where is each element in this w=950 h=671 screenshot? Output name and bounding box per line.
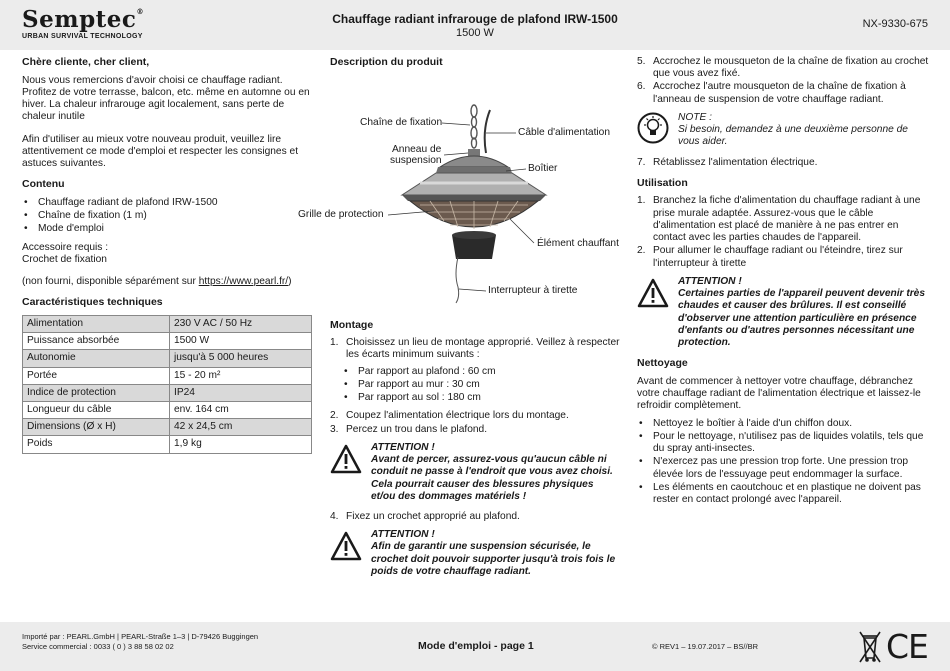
column-middle bbox=[298, 56, 620, 586]
list-item: • Chauffage radiant de plafond IRW-1500 bbox=[22, 197, 312, 209]
warning-text: Afin de garantir une suspension sécurisée, le crochet doit pouvoir supporter jusqu'à trois fois le poids de votre chauffage radiant. bbox=[371, 541, 616, 577]
table-row: Autonomie jusqu'à 5 000 heures bbox=[23, 350, 312, 367]
column-right bbox=[637, 56, 929, 512]
usage-steps bbox=[637, 195, 929, 269]
list-item: 5. Accrochez le mousqueton de la chaîne de fixation au crochet que vous avez fixé. bbox=[637, 56, 929, 80]
warning-icon bbox=[637, 278, 669, 308]
list-item: 6. Accrochez l'autre mousqueton de la chaîne de fixation à l'anneau de suspension de votre chauffage radiant. bbox=[637, 81, 906, 105]
label-element: Élément chauffant bbox=[537, 237, 619, 249]
cleaning-intro: Avant de commencer à nettoyer votre chauffage, débranchez votre chauffage radiant de l'alimentation électrique et laissez-le refroidir complètement. bbox=[637, 375, 921, 412]
accessory-note: (non fourni, disponible séparément sur https://www.pearl.fr/) bbox=[22, 276, 292, 287]
accessory-item: Crochet de fixation bbox=[22, 253, 107, 265]
mounting-steps-cont bbox=[330, 410, 620, 435]
specs-heading: Caractéristiques techniques bbox=[22, 296, 163, 309]
warning-icon bbox=[330, 444, 362, 474]
list-item: • Par rapport au plafond : 60 cm bbox=[342, 366, 620, 378]
list-item: 1. Choisissez un lieu de montage approprié. Veillez à respecter les écarts minimum suivants : bbox=[330, 337, 620, 361]
warning-title: ATTENTION ! bbox=[678, 275, 742, 287]
mounting-steps-cont4 bbox=[637, 157, 929, 169]
heater-illustration bbox=[330, 75, 620, 307]
list-item: • Par rapport au mur : 30 cm bbox=[342, 379, 620, 391]
specs-table bbox=[22, 315, 312, 454]
label-cable: Câble d'alimentation bbox=[518, 126, 610, 138]
page-footer bbox=[0, 622, 950, 671]
list-item: • Chaîne de fixation (1 m) bbox=[22, 210, 312, 222]
mounting-steps bbox=[330, 337, 620, 361]
list-item: 3. Percez un trou dans le plafond. bbox=[330, 423, 488, 435]
product-reference: NX-9330-675 bbox=[862, 18, 928, 30]
label-housing: Boîtier bbox=[528, 162, 558, 174]
lightbulb-icon bbox=[637, 112, 669, 144]
list-item: 2. Coupez l'alimentation électrique lors du montage. bbox=[330, 410, 569, 422]
brand-name: Semptec® bbox=[22, 6, 144, 33]
accessories-label: Accessoire requis : bbox=[22, 241, 109, 253]
warning-text: Avant de percer, assurez-vous qu'aucun câble ni conduit ne passe à l'endroit que vous avez choisi. Cela pourrait causer des blessures physiques et/ou des dommages matériels ! bbox=[371, 454, 613, 502]
page-header bbox=[0, 0, 950, 50]
label-ring-line2: suspension bbox=[390, 154, 442, 166]
cleaning-list bbox=[637, 418, 929, 507]
warning-hook bbox=[330, 529, 620, 578]
list-item: 2. Pour allumer le chauffage radiant ou l'éteindre, tirez sur l'interrupteur à tirette bbox=[637, 245, 903, 269]
product-heading: Description du produit bbox=[330, 56, 443, 68]
compliance-marks bbox=[856, 628, 932, 670]
table-row: Puissance absorbée 1500 W bbox=[23, 333, 312, 350]
list-item: • Pour le nettoyage, n'utilisez pas de liquides volatils, tels que du spray anti-insectes. bbox=[637, 431, 929, 455]
column-left bbox=[22, 56, 312, 454]
table-row: Dimensions (Ø x H) 42 x 24,5 cm bbox=[23, 419, 312, 436]
warning-title: ATTENTION ! bbox=[371, 529, 435, 541]
brand-tagline: URBAN SURVIVAL TECHNOLOGY bbox=[22, 33, 143, 40]
mounting-steps-cont3 bbox=[637, 56, 929, 106]
brand-logo bbox=[22, 8, 144, 41]
label-chain: Chaîne de fixation bbox=[360, 116, 443, 128]
list-item: • Nettoyez le boîtier à l'aide d'un chiffon doux. bbox=[637, 418, 929, 430]
importer-info: Importé par : PEARL.GmbH | PEARL-Straße 1–3 | D-79426 Buggingen bbox=[22, 632, 259, 641]
warning-drilling bbox=[330, 442, 620, 503]
table-row: Alimentation 230 V AC / 50 Hz bbox=[23, 315, 312, 332]
revision-info: © REV1 – 19.07.2017 – BS//BR bbox=[652, 642, 759, 651]
usage-heading: Utilisation bbox=[637, 176, 688, 189]
note-text: Si besoin, demandez à une deuxième personne de vous aider. bbox=[678, 124, 908, 148]
note-title: NOTE : bbox=[678, 111, 712, 123]
note-helper bbox=[637, 112, 929, 149]
page-number: Mode d'emploi - page 1 bbox=[418, 640, 534, 652]
table-row: Indice de protection IP24 bbox=[23, 384, 312, 401]
list-item: • Les éléments en caoutchouc et en plastique ne doivent pas rester en contact prolongé avec l'appareil. bbox=[637, 482, 929, 506]
contents-heading: Contenu bbox=[22, 178, 65, 191]
list-item: • Mode d'emploi bbox=[22, 223, 312, 235]
label-grille: Grille de protection bbox=[298, 208, 384, 220]
mounting-heading: Montage bbox=[330, 318, 374, 331]
document-subtitle: 1500 W bbox=[456, 27, 494, 39]
table-row: Poids 1,9 kg bbox=[23, 436, 312, 453]
label-switch: Interrupteur à tirette bbox=[488, 284, 578, 296]
warning-title: ATTENTION ! bbox=[371, 441, 435, 453]
intro-paragraph: Nous vous remercions d'avoir choisi ce chauffage radiant. Profitez de votre terrasse, balcon, etc. même en automne ou en hiver. La chaleur infrarouge agit localement, sans perte de chaleur inutile bbox=[22, 74, 310, 123]
cleaning-heading: Nettoyage bbox=[637, 357, 688, 370]
list-item: 1. Branchez la fiche d'alimentation du chauffage radiant à une prise murale adaptée. Assurez-vous que le câble d'alimentation est placé de manière à ne pas entrer en contact avec les parties chaudes de l'appareil. bbox=[637, 195, 921, 244]
document-title: Chauffage radiant infrarouge de plafond IRW-1500 bbox=[332, 12, 618, 26]
ce-mark-icon: CE bbox=[886, 627, 928, 666]
list-item: • Par rapport au sol : 180 cm bbox=[342, 392, 620, 404]
service-info: Service commercial : 0033 ( 0 ) 3 88 58 02 02 bbox=[22, 642, 174, 651]
contents-list bbox=[22, 197, 312, 236]
list-item: • N'exercez pas une pression trop forte. Une pression trop élevée lors de l'essuyage peut endommager la surface. bbox=[637, 456, 929, 480]
table-row: Longueur du câble env. 164 cm bbox=[23, 402, 312, 419]
instructions-paragraph: Afin d'utiliser au mieux votre nouveau produit, veuillez lire attentivement ce mode d'emploi et respecter les consignes et astuces suivantes. bbox=[22, 133, 299, 169]
product-diagram bbox=[298, 75, 620, 307]
table-row: Portée 15 - 20 m² bbox=[23, 367, 312, 384]
mounting-steps-cont2 bbox=[330, 511, 620, 523]
distances-list bbox=[342, 366, 620, 405]
label-ring-line1: Anneau de bbox=[392, 143, 442, 155]
greeting: Chère cliente, cher client, bbox=[22, 56, 150, 68]
warning-burns bbox=[637, 276, 929, 349]
list-item: 7. Rétablissez l'alimentation électrique. bbox=[637, 156, 818, 168]
warning-icon bbox=[330, 531, 362, 561]
shop-link[interactable]: https://www.pearl.fr/ bbox=[198, 276, 289, 287]
list-item: 4. Fixez un crochet approprié au plafond. bbox=[330, 511, 520, 522]
warning-text: Certaines parties de l'appareil peuvent devenir très chaudes et causer des brûlures. Il est conseillé d'observer une attention particulière en présence d'enfants ou d'autres personnes nécessitant une protection. bbox=[678, 288, 926, 349]
